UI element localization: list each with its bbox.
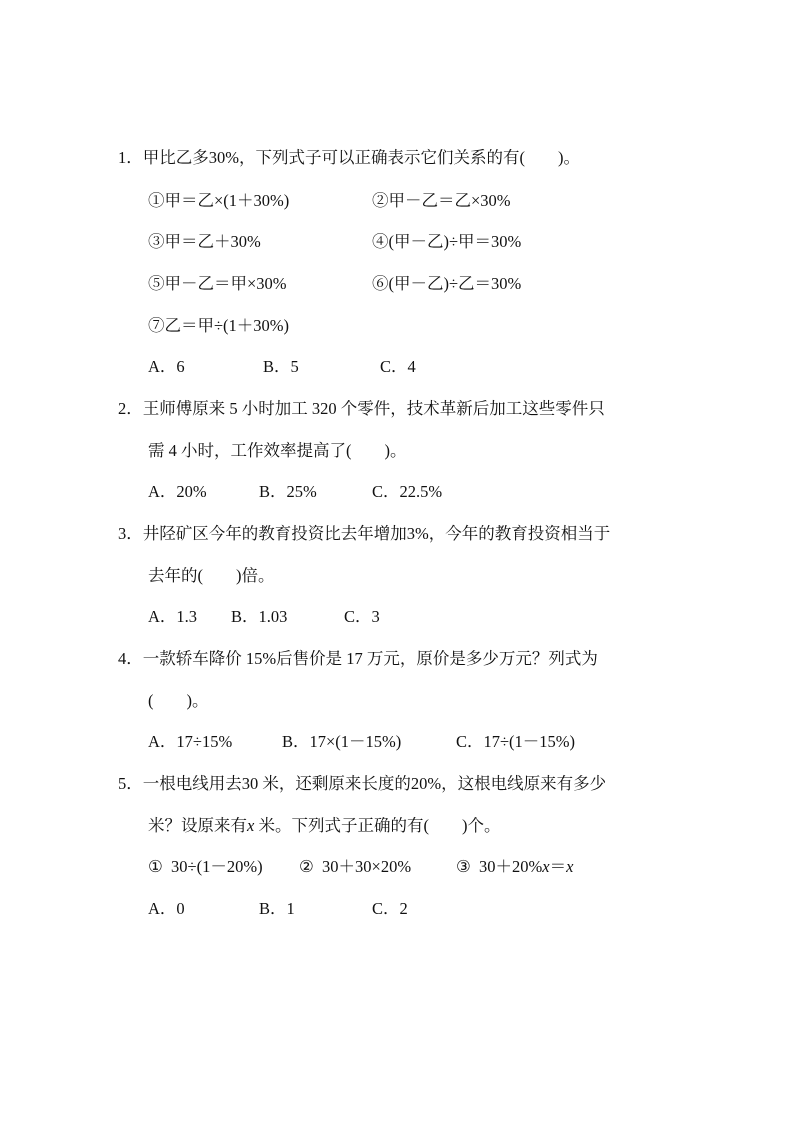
question-2-option-a: A．20% [148,482,207,501]
question-1-option-a: A．6 [148,357,185,376]
question-1-option-c: C．4 [380,357,416,376]
question-2-stem-line-2: 需 4 小时，工作效率提高了( )。 [148,441,407,460]
question-5-item-1: ① 30÷(1－20%) [148,857,263,876]
question-1-item-3: ③甲＝乙＋30% [148,232,261,251]
question-3-option-c: C．3 [344,607,380,626]
variable-x: x [542,857,550,876]
question-5-stem-text-before: 米？设原来有 [148,816,247,835]
variable-x: x [566,857,574,876]
question-1-item-7: ⑦乙＝甲÷(1＋30%) [148,316,290,335]
question-5-stem-line-1: 5．一根电线用去30 米，还剩原来长度的20%，这根电线原来有多少 [118,774,607,793]
question-4-option-a: A．17÷15% [148,732,233,751]
variable-x: x [247,816,255,835]
question-1-stem: 1．甲比乙多30%，下列式子可以正确表示它们关系的有( )。 [118,148,580,167]
question-3-option-a: A．1.3 [148,607,198,626]
question-1-option-b: B．5 [263,357,299,376]
question-1-item-5: ⑤甲－乙＝甲×30% [148,274,287,293]
question-2-stem-line-1: 2．王师傅原来 5 小时加工 320 个零件，技术革新后加工这些零件只 [118,399,605,418]
question-5-item-3-text: ③ 30＋20% [456,857,543,876]
question-3-stem-line-1: 3．井陉矿区今年的教育投资比去年增加3%，今年的教育投资相当于 [118,524,611,543]
question-5-option-b: B．1 [259,899,295,918]
question-1-item-4: ④(甲－乙)÷甲＝30% [372,232,522,251]
question-2-option-b: B．25% [259,482,317,501]
question-4-option-b: B．17×(1－15%) [282,732,402,751]
question-4-stem-line-1: 4．一款轿车降价 15%后售价是 17 万元，原价是多少万元？列式为 [118,649,598,668]
question-2-option-c: C．22.5% [372,482,443,501]
question-5-item-2: ② 30＋30×20% [299,857,412,876]
question-1-item-2: ②甲－乙＝乙×30% [372,191,511,210]
question-5-item-3 [456,856,573,878]
question-4-option-c: C．17÷(1－15%) [456,732,576,751]
question-1-item-6: ⑥(甲－乙)÷乙＝30% [372,274,522,293]
question-5-option-a: A．0 [148,899,185,918]
question-3-stem-line-2: 去年的( )倍。 [148,566,275,585]
question-5-stem-text-after: 米。下列式子正确的有( )个。 [254,816,501,835]
question-1-item-1: ①甲＝乙×(1＋30%) [148,191,290,210]
equals-sign: ＝ [549,857,567,876]
question-3-option-b: B．1.03 [231,607,288,626]
question-5-option-c: C．2 [372,899,408,918]
question-4-stem-line-2: ( )。 [148,691,209,710]
question-5-stem-line-2 [148,815,500,837]
